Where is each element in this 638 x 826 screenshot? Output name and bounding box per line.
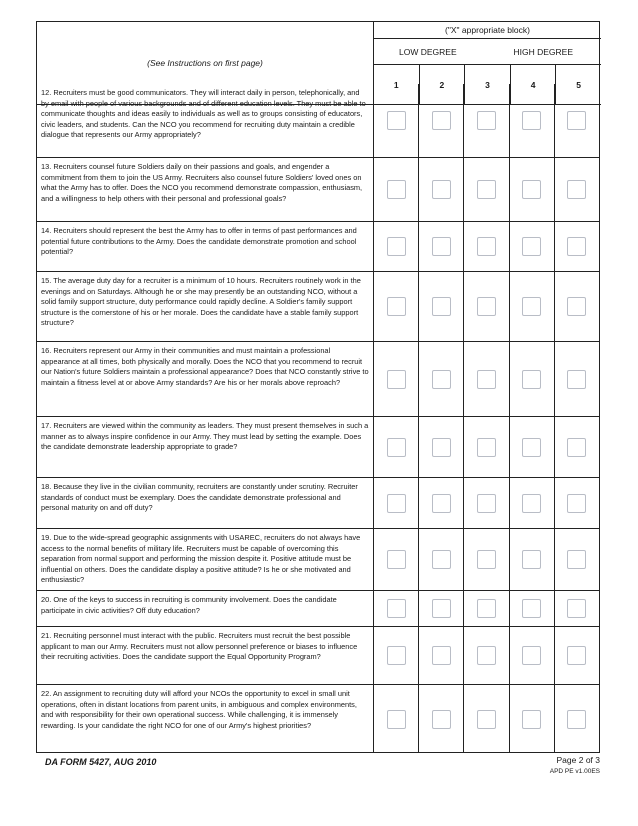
instructions-text: (See Instructions on first page): [147, 58, 263, 68]
rating-cell: [418, 627, 463, 684]
rating-checkbox-5[interactable]: [567, 599, 586, 618]
rating-checkbox-4[interactable]: [522, 111, 541, 130]
question-row: [37, 158, 599, 222]
rating-checkbox-5[interactable]: [567, 710, 586, 729]
question-row: [37, 342, 599, 417]
question-text: 13. Recruiters counsel future Soldiers daily on their passions and goals, and engender a commitment from them to join the US Army. Recruiters also counsel future Soldiers' loved ones on what the Army has to offer. Does the NCO you recommend demonstrate compassion, enthusiasm, and a willingness to help others with their personal and professional goals?: [37, 158, 374, 221]
question-row: [37, 591, 599, 627]
rating-checkbox-5[interactable]: [567, 297, 586, 316]
rating-cell: [463, 272, 508, 341]
question-row: [37, 272, 599, 342]
rating-checkbox-2[interactable]: [432, 297, 451, 316]
rating-checkbox-1[interactable]: [387, 370, 406, 389]
rating-checkbox-4[interactable]: [522, 599, 541, 618]
rating-cell: [418, 222, 463, 271]
rating-checkbox-3[interactable]: [477, 494, 496, 513]
rating-checkbox-1[interactable]: [387, 710, 406, 729]
rating-cells: [374, 478, 599, 528]
question-row: [37, 417, 599, 478]
question-text: 15. The average duty day for a recruiter is a minimum of 10 hours. Recruiters routinely work in the evenings and on Saturdays. Although he or she may presently be an outstanding NCO, without a solid family support structure, duty performance could rapidly decline. A Soldier's family support structure is the cornerstone of his or her morale. Does the candidate have a stable family support structure?: [37, 272, 374, 341]
question-row: [37, 478, 599, 529]
question-text: 16. Recruiters represent our Army in their communities and must maintain a professional appearance at all times, both physically and morally. Does the NCO that you recommend to recruit our Nation's future Soldiers maintain a professional appearance? Does that NCO constantly strive to maintain a fitness level at or above Army standards? Are his or her morals above reproach?: [37, 342, 374, 416]
rating-checkbox-5[interactable]: [567, 111, 586, 130]
rating-checkbox-5[interactable]: [567, 237, 586, 256]
degree-labels: [374, 39, 601, 65]
rating-cell: [374, 158, 418, 221]
rating-cell: [418, 529, 463, 590]
rating-cell: [374, 627, 418, 684]
rating-checkbox-4[interactable]: [522, 550, 541, 569]
rating-checkbox-3[interactable]: [477, 370, 496, 389]
rating-cell: [509, 417, 554, 477]
rating-checkbox-1[interactable]: [387, 599, 406, 618]
page-number: Page 2 of 3: [556, 755, 600, 765]
form-id: DA FORM 5427, AUG 2010: [45, 757, 157, 767]
rating-cell: [418, 685, 463, 753]
rating-cell: [374, 272, 418, 341]
scale-5: 5: [555, 65, 601, 104]
rating-cell: [418, 478, 463, 528]
rating-cells: [374, 685, 599, 753]
rating-cells: [374, 272, 599, 341]
rating-cell: [509, 627, 554, 684]
rating-cell: [554, 84, 599, 157]
question-row: [37, 222, 599, 272]
rating-cell: [463, 627, 508, 684]
rating-cell: [374, 685, 418, 753]
rating-form: [36, 21, 600, 753]
rating-cell: [509, 272, 554, 341]
rating-cell: [418, 417, 463, 477]
rating-checkbox-4[interactable]: [522, 710, 541, 729]
rating-cell: [463, 342, 508, 416]
rating-checkbox-4[interactable]: [522, 237, 541, 256]
rating-checkbox-5[interactable]: [567, 550, 586, 569]
rating-cell: [374, 342, 418, 416]
rating-checkbox-4[interactable]: [522, 297, 541, 316]
rating-cell: [554, 591, 599, 626]
question-text: 17. Recruiters are viewed within the community as leaders. They must present themselves in such a manner as to always inspire confidence in our Army. They must lead by setting the example. Does the candidate demonstrate leadership appropriate to grade?: [37, 417, 374, 477]
rating-cells: [374, 158, 599, 221]
rating-checkbox-1[interactable]: [387, 180, 406, 199]
rating-cell: [509, 158, 554, 221]
mark-note: ("X" appropriate block): [374, 22, 601, 39]
scale-4: 4: [510, 65, 556, 104]
rating-cell: [374, 84, 418, 157]
rating-cells: [374, 417, 599, 477]
rating-cells: [374, 84, 599, 157]
rating-cell: [418, 591, 463, 626]
rating-cell: [418, 158, 463, 221]
question-text: 18. Because they live in the civilian community, recruiters are constantly under scrutiny. Recruiter standards of conduct must be exemplary. Does the candidate demonstrate professional and personal maturity on and off duty?: [37, 478, 374, 528]
rating-checkbox-1[interactable]: [387, 494, 406, 513]
rating-cell: [554, 478, 599, 528]
rating-checkbox-2[interactable]: [432, 494, 451, 513]
rating-cell: [554, 417, 599, 477]
rating-checkbox-4[interactable]: [522, 494, 541, 513]
rating-cell: [554, 272, 599, 341]
rating-checkbox-4[interactable]: [522, 438, 541, 457]
rating-checkbox-2[interactable]: [432, 180, 451, 199]
question-row: [37, 627, 599, 685]
rating-cell: [509, 591, 554, 626]
question-text: 20. One of the keys to success in recruiting is community involvement. Does the candidate participate in civic activities? Off duty education?: [37, 591, 374, 626]
rating-cell: [463, 591, 508, 626]
rating-cell: [374, 529, 418, 590]
rating-checkbox-2[interactable]: [432, 237, 451, 256]
scale-1: 1: [393, 80, 399, 90]
low-degree-label: LOW DEGREE: [399, 47, 457, 57]
question-row: [37, 84, 599, 158]
rating-checkbox-3[interactable]: [477, 111, 496, 130]
rating-cell: [463, 529, 508, 590]
rating-cell: [509, 529, 554, 590]
rating-cell: [418, 272, 463, 341]
rating-cell: [509, 84, 554, 157]
rating-checkbox-2[interactable]: [432, 599, 451, 618]
rating-checkbox-3[interactable]: [477, 710, 496, 729]
rating-checkbox-2[interactable]: [432, 710, 451, 729]
rating-checkbox-5[interactable]: [567, 438, 586, 457]
rating-checkbox-2[interactable]: [432, 550, 451, 569]
question-text: 22. An assignment to recruiting duty will afford your NCOs the opportunity to excel in small unit operations, often in distant locations from parent units, in ambiguous and complex environments, and with responsibility for their own operational success. While challenging, it is immensely rewarding. Is your candidate the right NCO for one of our Army's highest priorities?: [37, 685, 374, 753]
rating-checkbox-3[interactable]: [477, 237, 496, 256]
rating-cell: [554, 158, 599, 221]
rating-cells: [374, 529, 599, 590]
rating-checkbox-1[interactable]: [387, 237, 406, 256]
question-row: [37, 529, 599, 591]
question-row: [37, 685, 599, 753]
rating-checkbox-1[interactable]: [387, 550, 406, 569]
rating-cell: [509, 342, 554, 416]
rating-cell: [374, 478, 418, 528]
rating-cell: [463, 417, 508, 477]
rating-cell: [554, 529, 599, 590]
rating-checkbox-5[interactable]: [567, 646, 586, 665]
rating-cell: [554, 342, 599, 416]
rating-cell: [418, 342, 463, 416]
rating-cell: [463, 478, 508, 528]
rating-checkbox-3[interactable]: [477, 646, 496, 665]
rating-cell: [463, 84, 508, 157]
rating-checkbox-4[interactable]: [522, 646, 541, 665]
rating-cells: [374, 222, 599, 271]
rating-cells: [374, 342, 599, 416]
rating-cells: [374, 591, 599, 626]
rating-checkbox-5[interactable]: [567, 494, 586, 513]
rating-cell: [463, 685, 508, 753]
rating-checkbox-1[interactable]: [387, 438, 406, 457]
rating-cell: [509, 478, 554, 528]
scale-3: 3: [464, 65, 510, 104]
rating-cell: [374, 591, 418, 626]
rating-checkbox-1[interactable]: [387, 646, 406, 665]
form-version: APD PE v1.00ES: [549, 768, 600, 775]
rating-checkbox-5[interactable]: [567, 370, 586, 389]
rating-checkbox-3[interactable]: [477, 297, 496, 316]
rating-cell: [463, 222, 508, 271]
question-text: 19. Due to the wide-spread geographic assignments with USAREC, recruiters do not always have access to the normal benefits of military life. Recruiters must be capable of overcoming this separation from normal support and performing the mission despite it. Positive attitude must be influential on others. Does the candidate display a positive attitude? Is he or she motivated and enthusiastic?: [37, 529, 374, 590]
high-degree-label: HIGH DEGREE: [513, 47, 573, 57]
rating-checkbox-2[interactable]: [432, 438, 451, 457]
question-text: 12. Recruiters must be good communicators. They will interact daily in person, telephonically, and by email with people of various backgrounds and of different education levels. They must be able to communicate thoughts and ideas easily to individuals as well as to groups consisting of educators, civic leaders, and students. Can the NCO you recommend for recruiting duty maintain a credible dialogue that represents our Army appropriately?: [37, 84, 374, 157]
rating-checkbox-2[interactable]: [432, 646, 451, 665]
rating-cells: [374, 627, 599, 684]
rating-checkbox-3[interactable]: [477, 180, 496, 199]
rating-cell: [554, 627, 599, 684]
rating-cell: [509, 685, 554, 753]
rating-cell: [374, 222, 418, 271]
rating-cell: [418, 84, 463, 157]
rating-checkbox-5[interactable]: [567, 180, 586, 199]
question-text: 21. Recruiting personnel must interact with the public. Recruiters must recruit the best possible applicant to man our Army. Recruiters must not allow personnel preference or biases to influence their recruiting activities. Does the candidate support the Equal Opportunity Program?: [37, 627, 374, 684]
rating-checkbox-2[interactable]: [432, 111, 451, 130]
rating-cell: [509, 222, 554, 271]
rating-checkbox-3[interactable]: [477, 438, 496, 457]
rating-cell: [554, 222, 599, 271]
rating-cell: [463, 158, 508, 221]
scale-2: 2: [419, 65, 465, 104]
rating-checkbox-3[interactable]: [477, 599, 496, 618]
rating-checkbox-3[interactable]: [477, 550, 496, 569]
rating-checkbox-4[interactable]: [522, 370, 541, 389]
rating-checkbox-4[interactable]: [522, 180, 541, 199]
rating-checkbox-1[interactable]: [387, 111, 406, 130]
rating-cell: [554, 685, 599, 753]
rating-cell: [374, 417, 418, 477]
rating-checkbox-2[interactable]: [432, 370, 451, 389]
question-text: 14. Recruiters should represent the best the Army has to offer in terms of past performances and potential future contributions to the Army. Does the candidate demonstrate promotion and school potential?: [37, 222, 374, 271]
rating-checkbox-1[interactable]: [387, 297, 406, 316]
